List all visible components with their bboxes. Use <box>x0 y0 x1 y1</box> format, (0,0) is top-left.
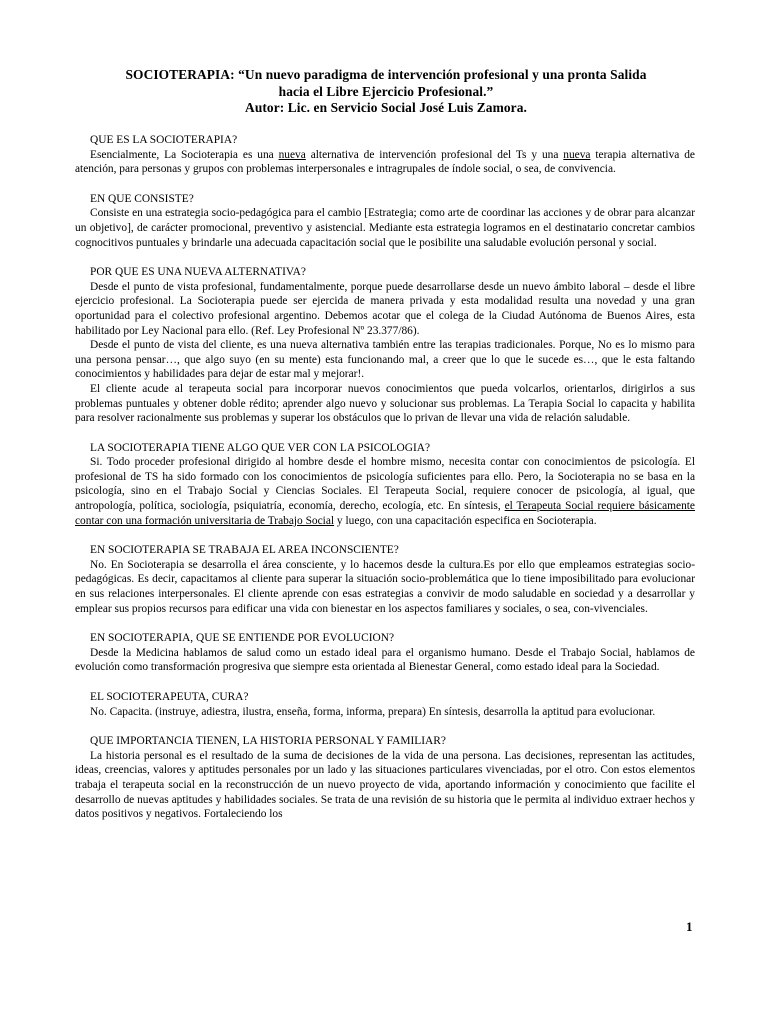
paragraph: No. En Socioterapia se desarrolla el área consciente, y lo hacemos desde la cultura.Es por ello que empleamos estrategias socio-pedagógicas. Es decir, capacitamos al cliente para superar la situación socio-problemática que lo tiene imposibilitado para evolucionar en sus relaciones interpersonales. El cliente aprende con esas estrategias a convivir de modo saludable en sociedad y a desarrollar y emplear sus propios recursos para edificar una vida con bienestar en los aspectos familiares y sociales, o sea, con-vivenciales. <box>75 558 695 615</box>
section-heading: EN QUE CONSISTE? <box>90 192 194 205</box>
document-title <box>80 67 692 117</box>
section-en-que-consiste <box>75 192 695 250</box>
section-heading: EN SOCIOTERAPIA, QUE SE ENTIENDE POR EVOLUCION? <box>90 632 395 645</box>
section-heading: QUE IMPORTANCIA TIENEN, LA HISTORIA PERSONAL Y FAMILIAR? <box>90 735 446 748</box>
paragraph: Desde el punto de vista profesional, fundamentalmente, porque puede desarrollarse desde un nuevo ámbito laboral – desde el libre ejercicio profesional. La Socioterapia puede ser ejercida de manera privada y esta modalidad resulta una novedad y una gran oportunidad para el colectivo profesional argentino. Debemos acotar que el colega de la Ciudad Autónoma de Buenos Aires, esta habilitado por Ley Nacional para ello. (Ref. Ley Profesional Nº 23.377/86). <box>75 280 695 337</box>
paragraph: La historia personal es el resultado de la suma de decisiones de la vida de una persona. Las decisiones, representan las actitudes, ideas, creencias, valores y aptitudes personales por un lado y las situaciones particulares vivenciadas, por el otro. Con estos elementos trabaja el terapeuta social en la reconstrucción de un nuevo proyecto de vida, aportando información y conocimiento que facilite el desarrollo de nuevas aptitudes y habilidades sociales. Se trata de una revisión de su historia que le permita al individuo extraer hechos y datos positivos y negativos. Fortaleciendo los <box>75 749 695 821</box>
title-line-1: SOCIOTERAPIA: “Un nuevo paradigma de intervención profesional y una pronta Salida <box>125 67 647 82</box>
section-heading: EN SOCIOTERAPIA SE TRABAJA EL AREA INCONSCIENTE? <box>90 544 399 557</box>
section-inconsciente <box>75 543 695 616</box>
section-psicologia <box>75 441 695 529</box>
paragraph: No. Capacita. (instruye, adiestra, ilustra, enseña, forma, informa, prepara) En síntesis, desarrolla la aptitud para evolucionar. <box>90 705 656 718</box>
section-cura <box>75 690 695 719</box>
text-run: Esencialmente, La Socioterapia es una <box>90 148 279 161</box>
author-line: Autor: Lic. en Servicio Social José Luis Zamora. <box>245 100 527 115</box>
text-run: Si. Todo proceder profesional dirigido al hombre desde el hombre mismo, necesita contar con conocimientos de psicología. El profesional de TS ha sido formado con los conocimientos de psicología suficientes para ello. Pero, la Socioterapia no se basa en la psicología, sino en el Trabajo Social y Ciencias Sociales. El Terapeuta Social, requiere conocer de psicología, al igual, que antropología, política, sociología, psiquiatría, economía, derecho, ecología, etc. En síntesis, <box>75 456 695 513</box>
text-run: y luego, con una capacitación especifica en Socioterapia. <box>334 514 597 527</box>
underlined-text: nueva <box>563 148 591 161</box>
page-number: 1 <box>686 919 693 934</box>
section-heading: EL SOCIOTERAPEUTA, CURA? <box>90 691 249 703</box>
paragraph: Desde el punto de vista del cliente, es una nueva alternativa también entre las terapias tradicionales. Porque, No es lo mismo para una persona pensar…, que algo suyo (en su mente) esta funcionando mal, a creer que lo que le sucede es…, que le esta faltando conocimientos y habilidades para dejar de estar mal y mejorar!. <box>75 339 695 381</box>
section-nueva-alternativa <box>75 265 695 426</box>
title-line-2: hacia el Libre Ejercicio Profesional.” <box>278 83 494 99</box>
paragraph <box>75 148 695 177</box>
text-run: alternativa de intervención profesional del Ts y una <box>305 148 564 161</box>
underlined-text: el Terapeuta Social requiere básicamente contar con una formación universitaria de Trabajo Social <box>75 500 695 527</box>
section-heading: POR QUE ES UNA NUEVA ALTERNATIVA? <box>90 266 306 279</box>
paragraph <box>75 455 695 528</box>
paragraph: Consiste en una estrategia socio-pedagógica para el cambio [Estrategia; como arte de coordinar las acciones y de obrar para alcanzar un objetivo], de carácter promocional, preventivo y asistencial. Mediante esta estrategia logramos en el destinatario concretar cambios cognocitivos puntuales y brindarle una adecuada capacitación social que le posibilite una saludable evolución personal y social. <box>75 207 695 249</box>
text-run: terapia alternativa de atención, para personas y grupos con problemas interpersonales e intragrupales de índole social, o sea, de convivencia. <box>75 148 695 176</box>
paragraph: El cliente acude al terapeuta social para incorporar nuevos conocimientos que pueda volcarlos, orientarlos, dirigirlos a sus problemas puntuales y obtener doble rédito; aprender algo nuevo y solucionar sus problemas. La Terapia Social lo capacita y habilita para resolver racionalmente sus problemas y superar los obstáculos que lo privan de llevar una vida de relación saludable. <box>75 382 695 425</box>
section-que-es <box>75 133 695 177</box>
document-body <box>75 133 695 837</box>
paragraph: Desde la Medicina hablamos de salud como un estado ideal para el organismo humano. Desde el Trabajo Social, hablamos de evolución como transformación progresiva que siempre esta orientada al Bienestar General, como estado ideal para la Sociedad. <box>75 646 695 674</box>
underlined-text: nueva <box>278 148 306 161</box>
section-evolucion <box>75 631 695 675</box>
section-heading: QUE ES LA SOCIOTERAPIA? <box>90 134 238 146</box>
section-heading: LA SOCIOTERAPIA TIENE ALGO QUE VER CON LA PSICOLOGIA? <box>90 441 431 454</box>
section-historia <box>75 734 695 822</box>
